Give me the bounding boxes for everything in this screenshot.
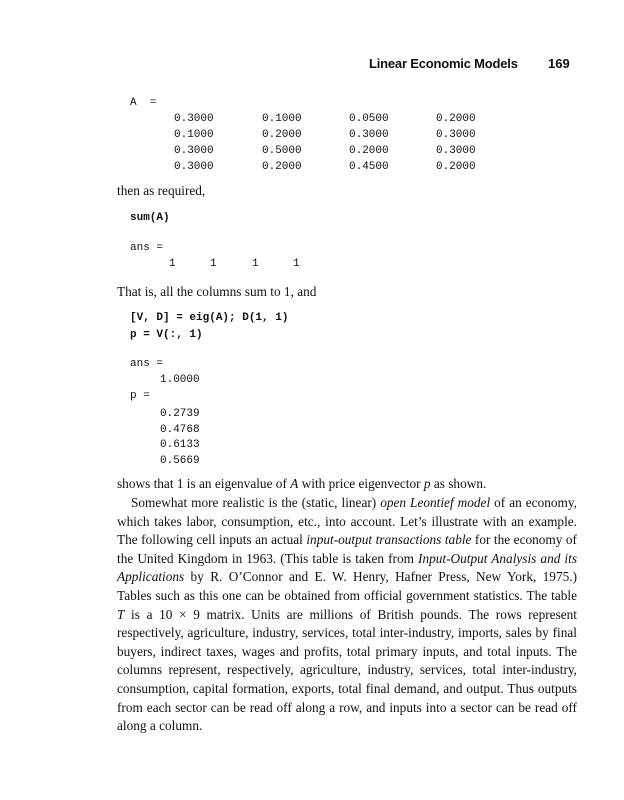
matrix-cell: 0.1000 <box>174 129 214 141</box>
ones-value: 1 <box>293 258 300 270</box>
matrix-cell: 0.3000 <box>436 145 476 157</box>
page-number: 169 <box>548 56 570 71</box>
ones-value: 1 <box>252 258 259 270</box>
running-title: Linear Economic Models <box>369 56 518 71</box>
p-value: 0.6133 <box>160 439 200 451</box>
p-value: 0.4768 <box>160 423 200 436</box>
p-vector-output <box>160 408 200 470</box>
code-p: p = V(:, 1) <box>130 329 203 341</box>
matrix-cell: 0.2000 <box>436 113 476 125</box>
matrix-cell: 0.0500 <box>349 113 389 125</box>
matrix-cell: 0.3000 <box>174 113 214 125</box>
matrix-label: A = <box>130 97 157 109</box>
matrix-cell: 0.2000 <box>349 145 389 157</box>
code-eig: [V, D] = eig(A); D(1, 1) <box>130 312 289 324</box>
matrix-cell: 0.2000 <box>436 161 476 173</box>
p-value: 0.5669 <box>160 454 200 467</box>
p-value: 0.2739 <box>160 408 200 420</box>
matrix-cell: 0.3000 <box>174 145 214 157</box>
matrix-cell: 0.2000 <box>262 129 302 141</box>
ans-label: ans = <box>130 242 164 254</box>
matrix-cell: 0.3000 <box>349 129 389 141</box>
text-then-required: then as required, <box>117 183 206 198</box>
ones-value: 1 <box>169 258 176 270</box>
matrix-cell: 0.2000 <box>262 161 302 173</box>
ones-output <box>130 258 330 274</box>
matrix-cell: 0.3000 <box>436 129 476 141</box>
paragraph-eigenvalue: shows that 1 is an eigenvalue of A with price eigenvector p as shown. <box>117 476 487 491</box>
matrix-cell: 0.3000 <box>174 161 214 173</box>
paragraph-leontief: Somewhat more realistic is the (static, linear) open Leontief model of an economy, which takes labor, consumption, etc., into account. Let’s illustrate with an example. The following cell inputs an actual input-output transactions table for the economy of the United Kingdom in 1963. (This table is taken from Input-Output Analysis and its Applications by R. O’Connor and E. W. Henry, Hafner Press, New York, 1975.) Tables such as this one can be obtained from official government statistics. The table T is a 10 × 9 matrix. Units are millions of British pounds. The rows represent respectively, agriculture, industry, services, total inter-industry, imports, sales by final buyers, indirect taxes, wages and profits, total primary inputs, and total inputs. The columns represent, respectively, agriculture, industry, services, total inter-industry, consumption, capital formation, exports, total final demand, and output. Thus outputs from each sector can be read off along a row, and inputs into a sector can be read off along a column. <box>117 495 577 734</box>
eigenvalue-output: 1.0000 <box>160 374 200 386</box>
text-columns-sum: That is, all the columns sum to 1, and <box>117 284 317 299</box>
matrix-cell: 0.4500 <box>349 161 389 173</box>
p-label: p = <box>130 390 150 402</box>
matrix-cell: 0.1000 <box>262 113 302 125</box>
ans-label: ans = <box>130 358 164 370</box>
code-sum: sum(A) <box>130 212 170 224</box>
matrix-cell: 0.5000 <box>262 145 302 157</box>
page-header <box>0 56 624 76</box>
ones-value: 1 <box>210 258 217 270</box>
